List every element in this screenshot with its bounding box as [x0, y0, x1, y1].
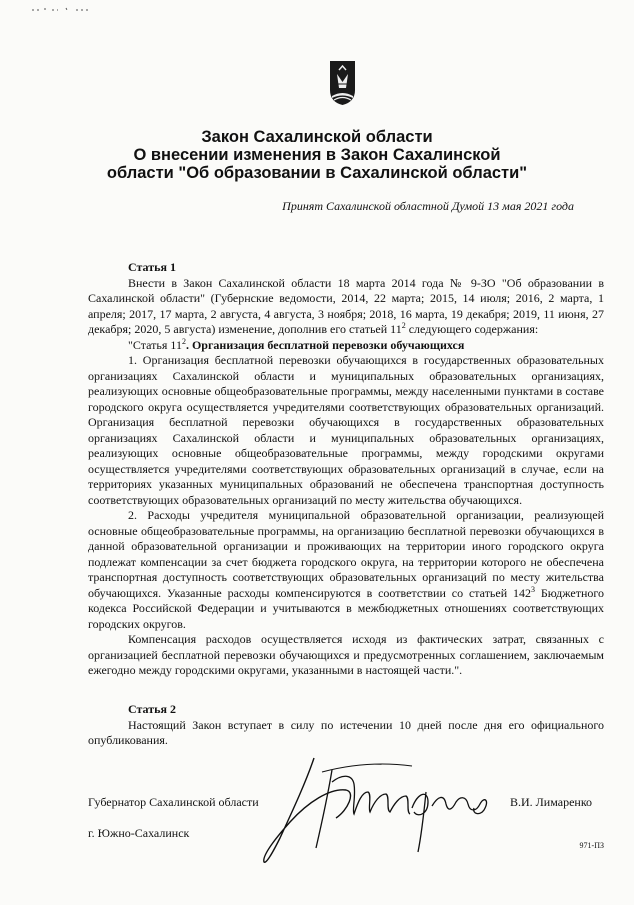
handwritten-signature [262, 752, 492, 867]
article-2-text: Настоящий Закон вступает в силу по истечении 10 дней после дня его официального опубликования. [88, 717, 604, 747]
article-1 [88, 260, 604, 679]
governor-name: В.И. Лимаренко [510, 795, 593, 809]
scan-mark [30, 6, 100, 14]
city-name: г. Южно-Сахалинск [88, 826, 190, 840]
document-number: 971-ПЗ [579, 841, 604, 850]
article-2-heading: Статья 2 [128, 702, 176, 716]
article-1-intro: Внести в Закон Сахалинской области 18 марта 2014 года № 9-ЗО "Об образовании в Сахалинской области" (Губернские ведомости, 2014, 22 марта; 2015, 14 июля; 2016, 2 марта, 1 апреля; 2017, 17 марта, 2 августа, 4 августа, 3 ноября; 2018, 16 марта, 19 декабря; 2019, 11 июня, 27 декабря; 2020, 5 августа) изменение, дополнив его статьей $11^2$ следующего содержания: [88, 275, 604, 336]
paragraph-3: Компенсация расходов осуществляется исходя из фактических затрат, связанных с организацией бесплатной перевозки обучающихся и предусмотренных соглашением, заключаемым ежегодно между городскими округами, указанными в настоящей части.". [88, 632, 604, 677]
law-title-line-2: О внесении изменения в Закон Сахалинской [133, 146, 501, 164]
article-1-heading: Статья 1 [128, 260, 176, 274]
article-2 [88, 702, 604, 749]
new-article-heading: "Статья $11^2$. Организация бесплатной перевозки обучающихся [128, 336, 465, 352]
paragraph-2: 2. Расходы учредителя муниципальной образовательной организации, реализующей основные общеобразовательные программы, на организацию бесплатной перевозки обучающихся в данной образовательной организации и проживающих на территории иного городского округа подлежат компенсации за счет бюджета городского округа, на территории которого не обеспечена транспортная доступность соответствующих образовательных организаций по месту жительства обучающихся. Указанные расходы компенсируются в соответствии со статьей $142^3$ Бюджетного кодекса Российской Федерации и учитываются в межбюджетных отношениях соответствующих городских округов. [88, 508, 604, 631]
law-title-line-3: области "Об образовании в Сахалинской области" [106, 164, 528, 182]
paragraph-1: 1. Организация бесплатной перевозки обучающихся в государственных образовательных организациях Сахалинской области и муниципальных образовательных организациях, реализующих основные общеобразовательные программы, между населенными пунктами в составе городского округа осуществляется учредителями соответствующих образовательных организаций. Организация бесплатной перевозки обучающихся в государственных образовательных организациях Сахалинской области и муниципальных образовательных организациях, реализующих основные общеобразовательные программы, между городскими округами осуществляется учредителями соответствующих образовательных организаций в случае, если на территориях указанных муниципальных образований не обеспечена транспортная доступность соответствующих образовательных организаций по месту жительства обучающихся. [88, 353, 604, 507]
law-title-line-1: Закон Сахалинской области [201, 128, 433, 146]
governor-position: Губернатор Сахалинской области [88, 795, 259, 809]
adoption-note: Принят Сахалинской областной Думой 13 мая 2021 года [282, 199, 574, 213]
coat-of-arms-icon [329, 60, 356, 106]
